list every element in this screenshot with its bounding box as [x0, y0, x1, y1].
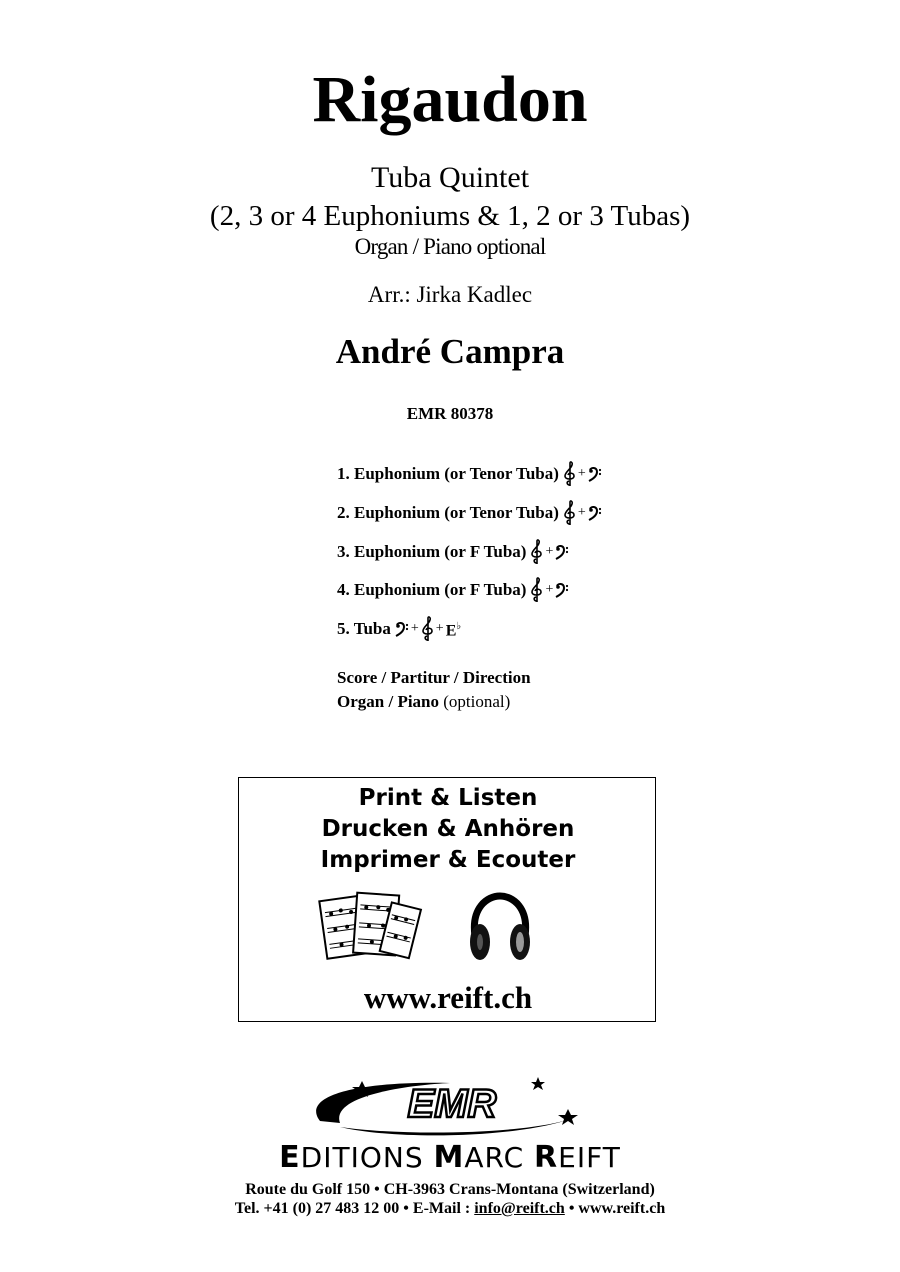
publisher-name: EDITIONS MARC REIFT	[279, 1140, 621, 1175]
bass-clef-icon	[555, 582, 569, 598]
promo-line-3: Imprimer & Ecouter	[320, 847, 576, 873]
clef-group	[530, 577, 569, 603]
clef-group	[563, 461, 602, 487]
clef-group	[395, 614, 461, 644]
bass-clef-icon	[555, 544, 569, 560]
plus-sign: +	[545, 544, 554, 559]
part-4	[337, 577, 569, 603]
part-label: 3. Euphonium (or F Tuba)	[337, 542, 527, 561]
plus-sign: +	[410, 621, 419, 636]
publisher-contact: Tel. +41 (0) 27 483 12 00 • E-Mail : info@reift.ch • www.reift.ch	[234, 1200, 666, 1217]
part-label: 4. Euphonium (or F Tuba)	[337, 580, 527, 599]
promo-box	[238, 777, 656, 1022]
bass-clef-icon	[588, 505, 602, 521]
composer: André Campra	[335, 332, 565, 371]
promo-line-2: Drucken & Anhören	[321, 816, 575, 842]
part-5	[337, 616, 461, 642]
bass-clef-icon	[588, 466, 602, 482]
email-link[interactable]: info@reift.ch	[474, 1200, 565, 1217]
publisher-address: Route du Golf 150 • CH-3963 Crans-Montana (Switzerland)	[245, 1181, 655, 1198]
part-label: 1. Euphonium (or Tenor Tuba)	[337, 464, 559, 483]
sheet-music-icon	[315, 886, 425, 966]
plus-sign: +	[577, 505, 586, 520]
clef-group	[530, 539, 569, 565]
eflat-label: E♭	[445, 620, 462, 640]
page-title: Rigaudon	[312, 63, 588, 136]
logo-text: EMR	[407, 1082, 497, 1126]
promo-line-1: Print & Listen	[358, 785, 538, 811]
organ-line: Organ / Piano (optional)	[337, 692, 511, 711]
star-icon	[558, 1109, 578, 1125]
instrumentation: (2, 3 or 4 Euphoniums & 1, 2 or 3 Tubas)	[209, 200, 691, 232]
part-label: 2. Euphonium (or Tenor Tuba)	[337, 503, 559, 522]
catalog-number: EMR 80378	[406, 404, 494, 423]
headphones-icon	[467, 892, 533, 966]
treble-clef-icon	[563, 461, 576, 487]
plus-sign: +	[577, 466, 586, 481]
optional-note: Organ / Piano optional	[354, 234, 546, 259]
arranger: Arr.: Jirka Kadlec	[367, 282, 533, 307]
subtitle: Tuba Quintet	[370, 161, 530, 194]
promo-website[interactable]: www.reift.ch	[363, 980, 533, 1015]
score-line: Score / Partitur / Direction	[337, 668, 531, 687]
treble-clef-icon	[563, 500, 576, 526]
part-3	[337, 539, 569, 565]
part-label: 5. Tuba	[337, 619, 391, 638]
star-icon	[531, 1077, 545, 1090]
part-2	[337, 500, 602, 526]
plus-sign: +	[545, 582, 554, 597]
bass-clef-icon	[395, 621, 409, 637]
emr-logo	[300, 1075, 600, 1143]
treble-clef-icon	[421, 616, 434, 642]
treble-clef-icon	[530, 577, 543, 603]
clef-group	[563, 500, 602, 526]
part-1	[337, 461, 602, 487]
extras-list	[337, 666, 531, 714]
plus-sign: +	[435, 621, 444, 636]
treble-clef-icon	[530, 539, 543, 565]
